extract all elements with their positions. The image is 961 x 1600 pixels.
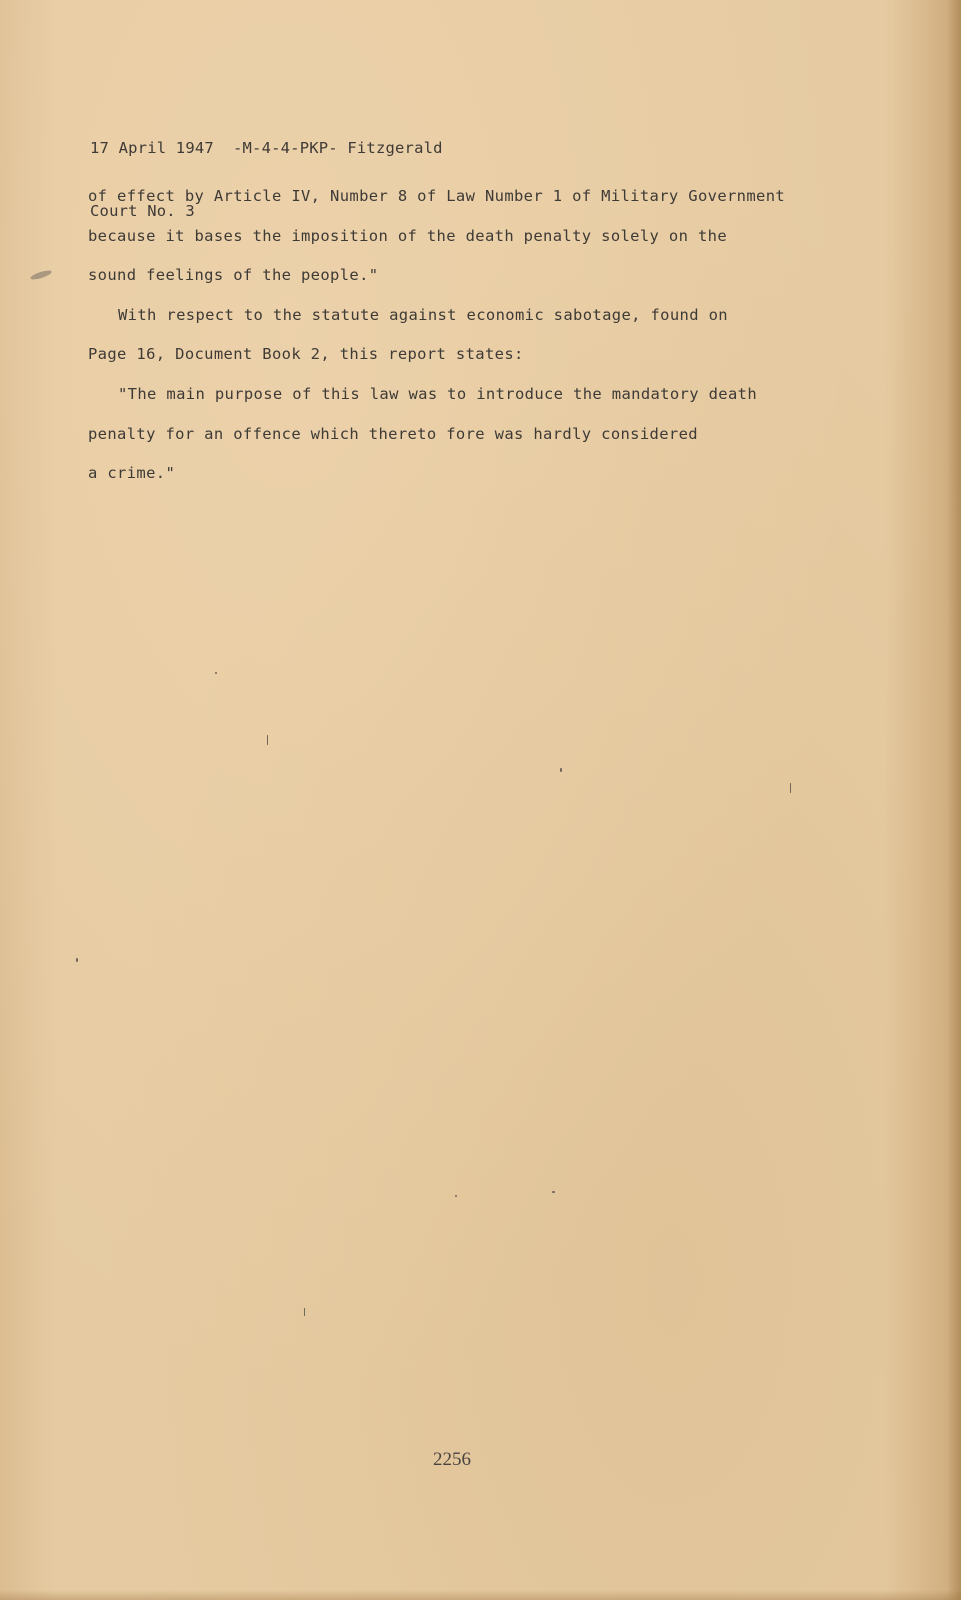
paper-speck bbox=[76, 958, 78, 962]
header-court-line: Court No. 3 bbox=[90, 202, 195, 220]
transcript-body bbox=[88, 177, 928, 494]
body-line: "The main purpose of this law was to introduce the mandatory death bbox=[118, 384, 757, 403]
paper-speck bbox=[790, 783, 791, 793]
header-date-line: 17 April 1947 -M-4-4-PKP- Fitzgerald bbox=[90, 139, 443, 157]
paper-edge-shadow bbox=[947, 0, 961, 1600]
paper-speck bbox=[304, 1308, 305, 1316]
paper-speck bbox=[455, 1195, 457, 1197]
body-line: a crime." bbox=[88, 464, 176, 483]
body-line: With respect to the statute against economic sabotage, found on bbox=[118, 305, 728, 324]
paper-speck bbox=[552, 1191, 555, 1193]
body-line: sound feelings of the people." bbox=[88, 266, 379, 285]
body-line: because it bases the imposition of the death penalty solely on the bbox=[88, 226, 727, 245]
ink-smudge bbox=[30, 269, 53, 282]
body-line: of effect by Article IV, Number 8 of Law Number 1 of Military Government bbox=[88, 187, 786, 205]
body-line: penalty for an offence which thereto fore was hardly considered bbox=[88, 424, 698, 443]
paper-speck bbox=[215, 672, 217, 674]
paper-bottom-shadow bbox=[0, 1590, 961, 1600]
paper-speck bbox=[560, 768, 562, 772]
paper-speck bbox=[267, 735, 268, 745]
body-line: Page 16, Document Book 2, this report states: bbox=[88, 345, 524, 364]
page-number: 2256 bbox=[433, 1449, 471, 1470]
